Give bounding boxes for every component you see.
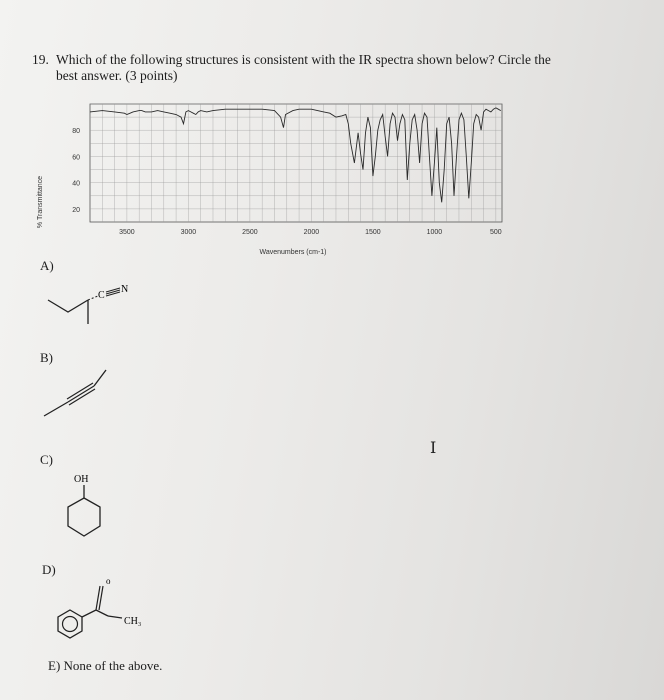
x-tick-label: 3500 xyxy=(119,229,135,236)
x-tick-label: 2000 xyxy=(303,229,320,236)
x-tick-label: 3000 xyxy=(180,229,197,236)
x-tick-label: 2500 xyxy=(242,229,258,236)
option-a-structure[interactable] xyxy=(40,272,160,332)
question-number: 19. xyxy=(32,52,49,67)
nitrile-c: C xyxy=(98,290,105,301)
option-a-label[interactable]: A) xyxy=(40,258,54,273)
x-tick-label: 1500 xyxy=(365,229,381,236)
x-tick-labels xyxy=(119,229,502,236)
option-d-structure[interactable] xyxy=(48,574,168,654)
ir-spectrum-chart xyxy=(28,92,518,272)
question-text: Which of the following structures is consistent with the IR spectra shown below? Circle the best answer. (3 points) xyxy=(56,52,551,83)
plot-frame xyxy=(90,104,502,222)
carbonyl-o: o xyxy=(106,576,111,586)
nitrile-n: N xyxy=(121,284,129,295)
y-tick-label: 60 xyxy=(72,154,80,162)
option-b-structure[interactable] xyxy=(40,364,120,434)
y-tick-label: 40 xyxy=(72,180,80,188)
x-axis-label: Wavenumbers (cm-1) xyxy=(259,249,327,256)
option-b-label[interactable]: B) xyxy=(40,350,53,365)
question-19 xyxy=(32,52,572,84)
option-e-label[interactable]: E) None of the above. xyxy=(48,658,163,673)
x-tick-label: 1000 xyxy=(426,229,443,236)
text-cursor-icon: I xyxy=(430,438,437,457)
option-c-label[interactable]: C) xyxy=(40,452,53,467)
y-axis-label: % Transmittance xyxy=(37,175,44,229)
ir-spectrum-svg xyxy=(28,92,518,272)
x-tick-label: 500 xyxy=(490,229,502,236)
methyl-group: CH₃ xyxy=(124,616,142,627)
option-c-structure[interactable] xyxy=(56,470,116,550)
chart-grid xyxy=(90,104,502,222)
hydroxyl-group: OH xyxy=(74,474,89,485)
y-tick-labels xyxy=(72,128,80,214)
option-d-label[interactable]: D) xyxy=(42,562,56,577)
y-tick-label: 80 xyxy=(72,128,80,136)
y-tick-label: 20 xyxy=(72,206,80,214)
